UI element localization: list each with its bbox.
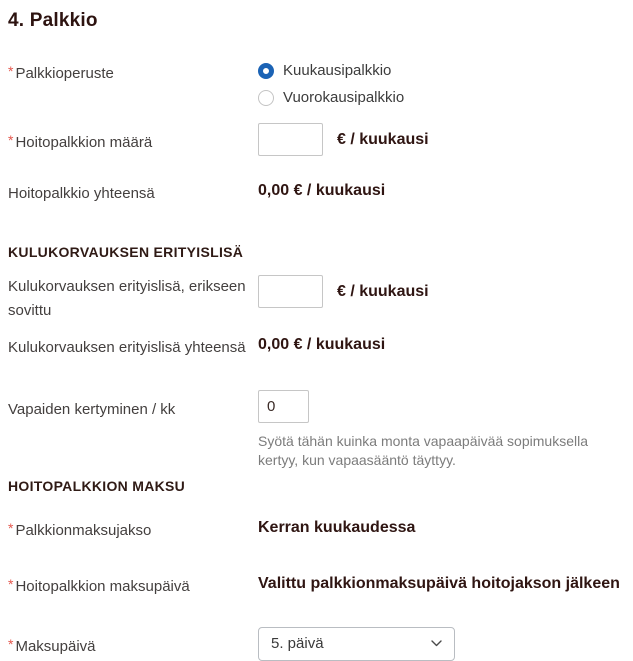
required-asterisk: * [8,132,14,148]
field-label-kulukorvaus-sovittu: Kulukorvauksen erityislisä, erikseen sovittu [8,278,246,319]
maksupaiva-selected-value: 5. päivä [271,635,324,652]
radio-selected-icon [258,63,274,79]
radio-label: Kuukausipalkkio [283,62,392,79]
field-label-palkkionmaksujakso: * Palkkionmaksujakso [8,520,152,539]
field-label-vapaiden-kertyminen: Vapaiden kertyminen / kk [8,401,176,418]
radio-option-kuukausipalkkio[interactable] [258,62,623,79]
row-kulukorvaus-yhteensa [8,336,623,359]
required-asterisk: * [8,520,14,536]
field-label-hoitopalkkion-maksupaiva: * Hoitopalkkion maksupäivä [8,576,190,596]
required-asterisk: * [8,63,14,79]
radio-unselected-icon [258,90,274,106]
field-label-hoitopalkkion-maara: * Hoitopalkkion määrä [8,132,153,151]
required-asterisk: * [8,635,14,652]
vapaiden-kertyminen-helper: Syötä tähän kuinka monta vapaapäivää sopimuksella kertyy, kun vapaasääntö täyttyy. [258,433,588,468]
hoitopalkkion-maksupaiva-value: Valittu palkkionmaksupäivä hoitojakson jälkeen [258,575,620,593]
section-header-kulukorvaus: KULUKORVAUKSEN ERITYISLISÄ [8,244,244,261]
row-kulukorvaus-sovittu [8,275,623,322]
maksupaiva-select[interactable] [258,627,455,661]
chevron-down-icon [431,640,442,647]
kulukorvaus-yhteensa-value: 0,00 € / kuukausi [258,335,386,353]
row-palkkionmaksujakso [8,519,623,542]
row-hoitopalkkion-maksupaiva [8,575,623,598]
field-label-maksupaiva: * Maksupäivä [8,635,96,655]
radio-label: Vuorokausipalkkio [283,89,405,106]
row-hoitopalkkion-maara [8,123,623,156]
radio-group-palkkioperuste [258,62,623,106]
vapaiden-kertyminen-input[interactable] [258,390,309,423]
field-label-kulukorvaus-yhteensa: Kulukorvauksen erityislisä yhteensä [8,338,246,356]
field-label-hoitopalkkio-yhteensa: Hoitopalkkio yhteensä [8,185,155,202]
radio-option-vuorokausipalkkio[interactable] [258,89,623,106]
required-asterisk: * [8,576,14,593]
unit-label: € / kuukausi [337,282,429,300]
row-maksupaiva [8,627,623,661]
kulukorvaus-sovittu-input[interactable] [258,275,323,308]
page-title: 4. Palkkio [8,10,98,31]
palkkionmaksujakso-value: Kerran kuukaudessa [258,519,416,536]
field-label-palkkioperuste: * Palkkioperuste [8,63,114,82]
row-palkkioperuste [8,62,623,106]
hoitopalkkion-maara-input[interactable] [258,123,323,156]
section-header-maksu: HOITOPALKKION MAKSU [8,478,186,494]
hoitopalkkio-yhteensa-value: 0,00 € / kuukausi [258,182,386,199]
row-hoitopalkkio-yhteensa [8,182,623,205]
unit-label: € / kuukausi [337,130,429,148]
row-vapaiden-kertyminen [8,390,623,470]
